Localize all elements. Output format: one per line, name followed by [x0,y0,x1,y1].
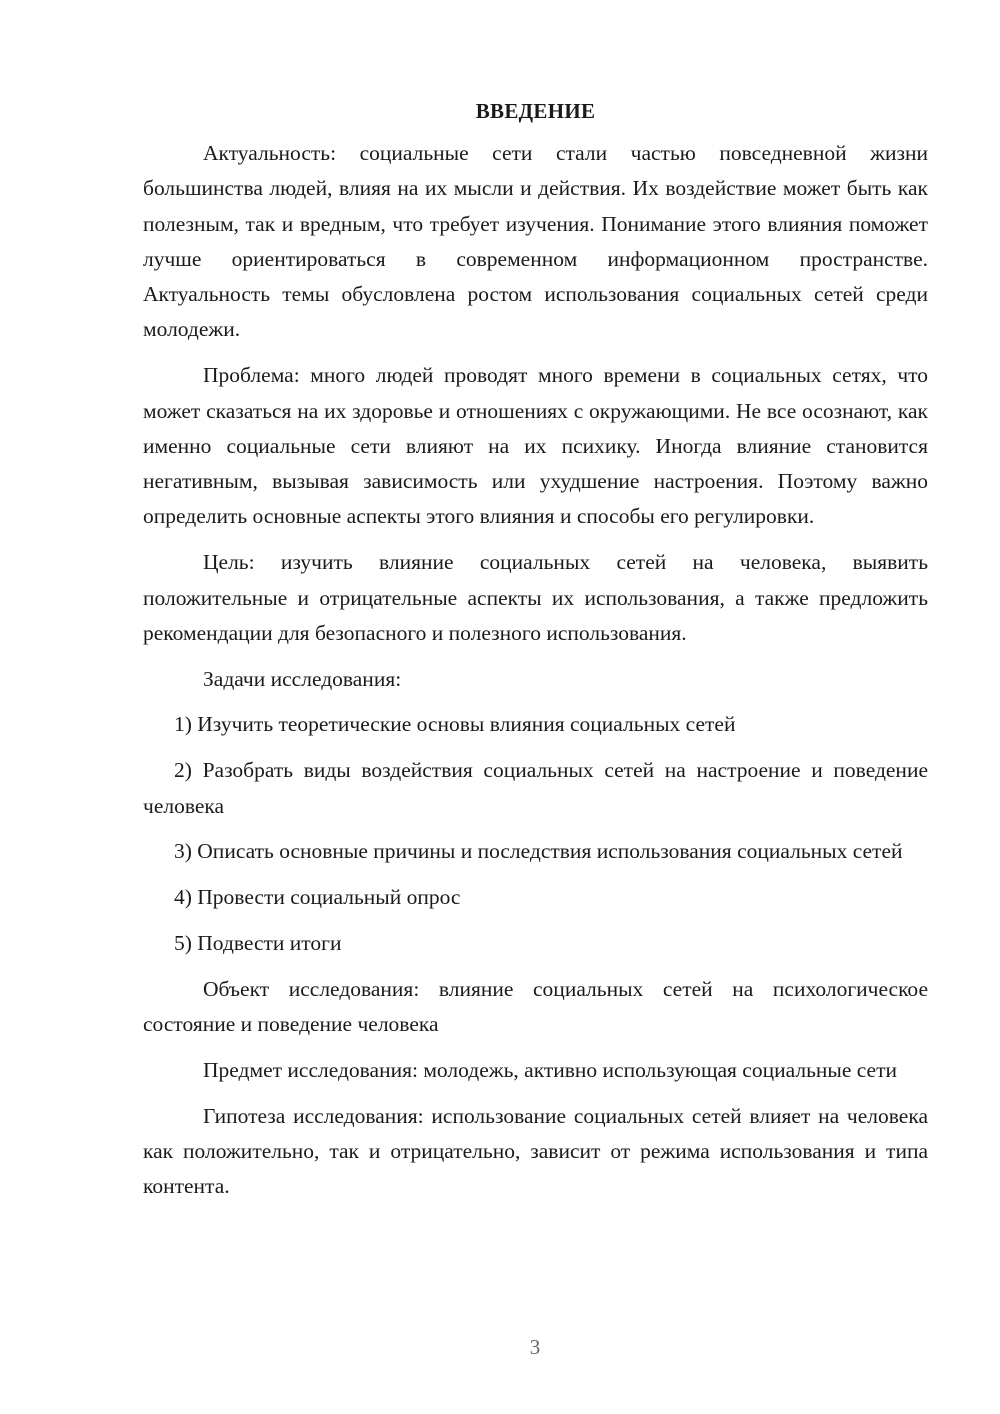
section-title: ВВЕДЕНИЕ [475,99,596,123]
paragraph-relevance: Актуальность: социальные сети стали частью повседневной жизни большинства людей, влияя на их мысли и действия. Их воздействие может быть как полезным, так и вредным, что требует изучения. Понимание этого влияния поможет лучше ориентироваться в современном информационном пространстве. Актуальность темы обусловлена ростом использования социальных сетей среди молодежи. [143,141,928,342]
task-item: 1) Изучить теоретические основы влияния социальных сетей [174,712,736,737]
task-item: 5) Подвести итоги [174,930,342,955]
page-number: 3 [529,1335,541,1359]
paragraph-goal: Цель: изучить влияние социальных сетей на человека, выявить положительные и отрицательные аспекты их использования, а также предложить рекомендации для безопасного и полезного использования. [143,550,928,645]
page-content [143,96,928,1215]
task-item: 2) Разобрать виды воздействия социальных сетей на настроение и поведение человека [143,758,928,818]
task-item: 4) Провести социальный опрос [174,885,461,910]
task-item: 3) Описать основные причины и последствия использования социальных сетей [174,839,903,864]
paragraph-object: Объект исследования: влияние социальных сетей на психологическое состояние и поведение человека [143,976,928,1037]
paragraph-subject: Предмет исследования: молодежь, активно использующая социальные сети [203,1057,897,1082]
paragraph-problem: Проблема: много людей проводят много времени в социальных сетях, что может сказаться на их здоровье и отношениях с окружающими. Не все осознают, как именно социальные сети влияют на их психику. Иногда влияние становится негативным, вызывая зависимость или ухудшение настроения. Поэтому важно определить основные аспекты этого влияния и способы его регулировки. [143,363,928,529]
tasks-heading: Задачи исследования: [203,666,402,691]
paragraph-hypothesis: Гипотеза исследования: использование социальных сетей влияет на человека как положительно, так и отрицательно, зависит от режима использования и типа контента. [143,1103,928,1199]
